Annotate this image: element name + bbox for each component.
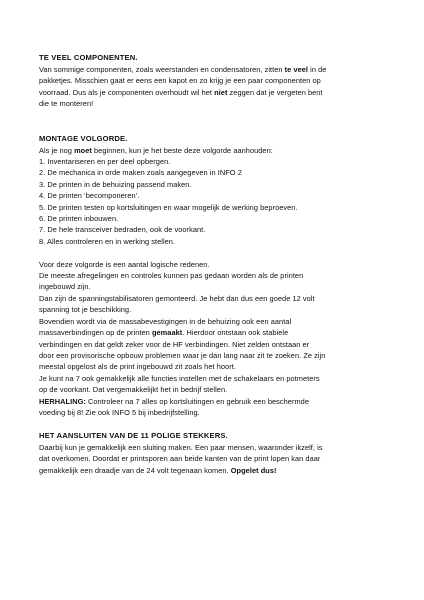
text-run: Voor deze volgorde is een aantal logische redenen. <box>39 259 210 269</box>
text-run: Controleer na 7 alles op kortsluitingen en gebruik een beschermde <box>85 396 310 406</box>
text-line <box>39 373 396 384</box>
text-run: Daarbij kun je gemakkelijk een sluiting maken. Een paar mensen, waaronder ikzelf, is <box>39 442 323 452</box>
text-line <box>39 396 396 407</box>
section-montage-volgorde <box>39 133 396 419</box>
text-run: voorraad. Dus als je componenten overhoudt wil het <box>39 87 215 97</box>
text-line <box>39 465 396 476</box>
text-line <box>39 224 396 235</box>
text-line <box>39 236 396 247</box>
text-line <box>39 202 396 213</box>
section-paragraph <box>39 259 396 419</box>
text-run: ingebouwd zijn. <box>39 282 91 292</box>
text-line <box>39 179 396 190</box>
text-run: Je kunt na 7 ook gemakkelijk alle functies instellen met de schakelaars en potmeters <box>39 373 320 383</box>
text-line <box>39 145 396 156</box>
text-line <box>39 304 396 315</box>
text-run: Dan zijn de spanningstabilisatoren gemonteerd. Je hebt dan dus een goede 12 volt <box>39 293 315 303</box>
text-line <box>39 259 396 270</box>
text-run: pakketjes. Misschien gaat er eens een kapot en zo krijg je een paar componenten op <box>39 76 321 86</box>
text-run: door een provisorische opbouw problemen waar je dan lang naar zit te zoeken. Ze zijn <box>39 350 326 360</box>
bold-text: niet <box>214 87 228 97</box>
section-aansluiten-stekkers <box>39 430 396 476</box>
section-heading: TE VEEL COMPONENTEN. <box>39 53 138 62</box>
text-line <box>39 293 396 304</box>
text-line <box>39 213 396 224</box>
text-line <box>39 167 396 178</box>
text-line <box>39 327 396 338</box>
text-run: De meeste afregelingen en controles kunnen pas gedaan worden als de printen <box>39 271 304 281</box>
text-run: voeding bij 8! Zie ook INFO 5 bij inbedrijfstelling. <box>39 407 200 417</box>
text-run: Van sommige componenten, zoals weerstanden en condensatoren, zitten <box>39 65 285 74</box>
bold-text: gemaakt <box>151 328 183 338</box>
text-line <box>39 156 396 167</box>
text-run: . Hierdoor ontstaan ook stabiele <box>182 328 289 338</box>
section-heading: MONTAGE VOLGORDE. <box>39 133 128 143</box>
text-run: zeggen dat je vergeten bent <box>227 87 323 97</box>
text-line <box>39 442 396 453</box>
text-run: in de <box>308 65 327 74</box>
text-run: 6. De printen inbouwen. <box>39 214 119 224</box>
text-run: 3. De printen in de behuizing passend maken. <box>39 179 192 189</box>
text-run: 8. Alles controleren en in werking stellen. <box>39 236 176 246</box>
text-run: verbindingen en dat geldt zeker voor de HF verbindingen. Niet zelden ontstaan er <box>39 339 310 349</box>
section-body <box>39 442 396 476</box>
bold-text: HERHALING: <box>39 396 86 406</box>
text-line <box>39 316 396 327</box>
text-line <box>39 98 396 109</box>
bold-text: moet <box>74 145 92 155</box>
text-run: 2. De mechanica in orde maken zoals aangegeven in INFO 2 <box>39 168 242 178</box>
text-line <box>39 339 396 350</box>
text-line <box>39 361 396 372</box>
text-run: 4. De printen ‘becomponeren’. <box>39 191 140 201</box>
text-run: Bovendien wordt via de massabevestigingen in de behuizing ook een aantal <box>39 316 292 326</box>
text-run: op de voorkant. Dat vergemakkelijkt het in bedrijf stellen. <box>39 385 228 395</box>
section-te-veel-componenten <box>39 52 396 110</box>
text-line <box>39 407 396 418</box>
section-heading: HET AANSLUITEN VAN DE 11 POLIGE STEKKERS. <box>39 430 228 440</box>
text-line <box>39 270 396 281</box>
text-line <box>39 453 396 464</box>
text-run: spanning tot je beschikking. <box>39 305 132 315</box>
text-run: dat overkomen. Doordat er printsporen aan beide kanten van de print lopen kan daar <box>39 454 321 464</box>
text-line <box>39 75 396 86</box>
text-line <box>39 384 396 395</box>
text-run: massaverbindingen op de printen <box>39 328 152 338</box>
text-run: 5. De printen testen op kortsluitingen en waar mogelijk de werking beproeven. <box>39 202 298 212</box>
section-body <box>39 64 396 110</box>
text-line <box>39 64 396 75</box>
text-run: die te monteren! <box>39 99 94 109</box>
text-run: 1. Inventariseren en per deel opbergen. <box>39 157 171 167</box>
ordered-steps <box>39 145 396 248</box>
bold-text: te veel <box>284 65 309 74</box>
bold-text: Opgelet dus! <box>230 465 277 475</box>
text-run: meestal opgelost als de print ingebouwd zit zoals het hoort. <box>39 362 236 372</box>
text-line <box>39 281 396 292</box>
text-run: 7. De hele transceiver bedraden, ook de voorkant. <box>39 225 206 235</box>
text-run: gemakkelijk een draadje van de 24 volt tegenaan komen. <box>39 465 231 475</box>
text-line <box>39 87 396 98</box>
text-run: beginnen, kun je het beste deze volgorde aanhouden: <box>91 145 273 155</box>
text-line <box>39 190 396 201</box>
text-line <box>39 350 396 361</box>
text-run: Als je nog <box>39 145 75 155</box>
